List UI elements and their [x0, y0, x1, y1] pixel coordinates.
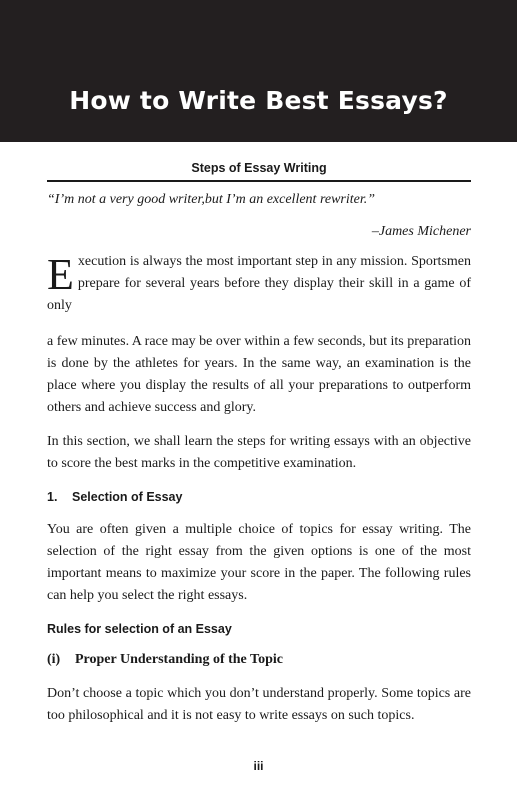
page-number: iii — [253, 759, 264, 773]
rule-heading-understanding — [47, 651, 471, 669]
rule-title: Proper Understanding of the Topic — [75, 652, 283, 667]
drop-cap: E — [47, 250, 74, 299]
epigraph-quote: “I’m not a very good writer,but I’m an excellent rewriter.” — [47, 192, 376, 207]
epigraph-author: –James Michener — [371, 224, 471, 239]
objective-paragraph: In this section, we shall learn the steps for writing essays with an objective to score the best marks in the competitive examination. — [47, 434, 471, 471]
intro-paragraph — [47, 251, 471, 317]
page-title: How to Write Best Essays? — [69, 86, 448, 115]
header-band — [0, 0, 517, 142]
rule-paragraph: Don’t choose a topic which you don’t understand properly. Some topics are too philosophical and it is not easy to write essays on such topics. — [47, 686, 471, 723]
selection-paragraph: You are often given a multiple choice of topics for essay writing. The selection of the right essay from the given options is one of the most important means to maximize your score in the paper. The following rules can help you select the right essays. — [47, 522, 471, 603]
step-heading-selection — [47, 489, 471, 505]
rule-number: (i) — [47, 652, 61, 667]
rules-heading: Rules for selection of an Essay — [47, 622, 232, 636]
intro-text: xecution is always the most important step in any mission. Sportsmen prepare for several years before they display their skill in a game of only — [47, 254, 471, 313]
continuation-paragraph: a few minutes. A race may be over within a few seconds, but its preparation is done by the athletes for years. In the same way, an examination is the place where you display the results of all your preparations to outperform others and achieve success and glory. — [47, 334, 471, 415]
page-content — [47, 160, 471, 727]
step-number: 1. — [47, 490, 58, 504]
section-heading: Steps of Essay Writing — [47, 160, 471, 182]
step-title: Selection of Essay — [72, 490, 183, 504]
